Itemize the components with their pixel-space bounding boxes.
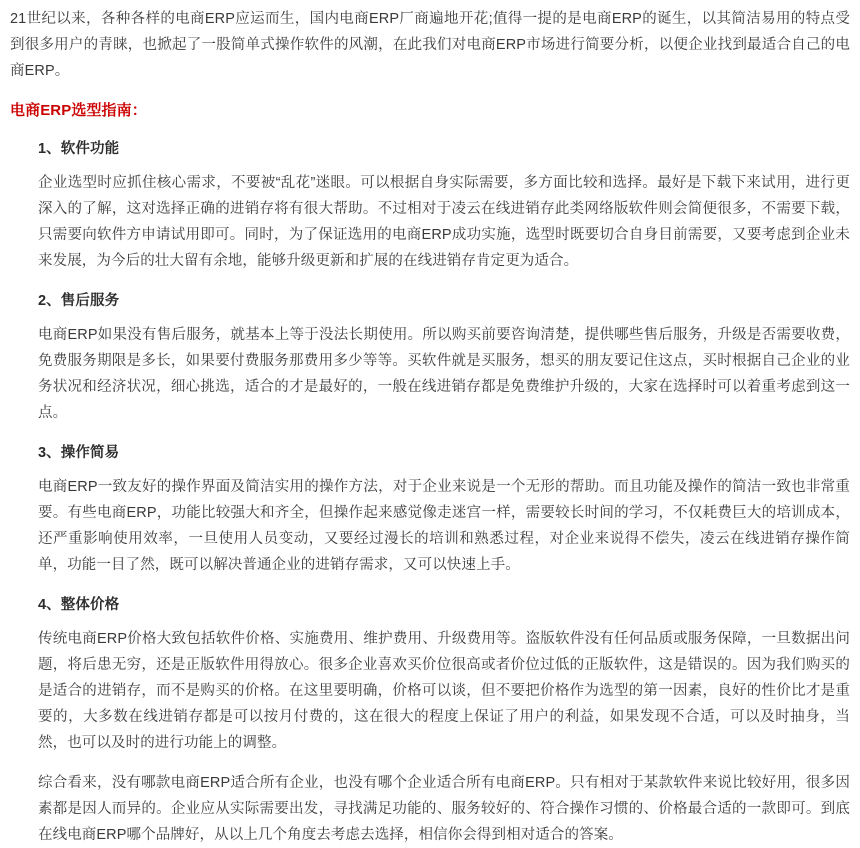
intro-paragraph: 21世纪以来，各种各样的电商ERP应运而生，国内电商ERP厂商遍地开花;值得一提的是电商ERP的诞生，以其简洁易用的特点受到很多用户的青睐，也掀起了一股简单式操作软件的风潮，在此我们对电商ERP市场进行简要分析，以便企业找到最适合自己的电商ERP。 (10, 11, 850, 79)
section-body-4: 传统电商ERP价格大致包括软件价格、实施费用、维护费用、升级费用等。盗版软件没有任何品质或服务保障，一旦数据出问题，将后患无穷，还是正版软件用得放心。很多企业喜欢买价位很高或者价位过低的正版软件，这是错误的。因为我们购买的是适合的进销存，而不是购买的价格。在这里要明确，价格可以谈，但不要把价格作为选型的第一因素，良好的性价比才是重要的，大多数在线进销存都是可以按月付费的，这在很大的程度上保证了用户的利益，如果发现不合适，可以及时抽身，当然，也可以及时的进行功能上的调整。 (38, 631, 850, 751)
section-body-1: 企业选型时应抓住核心需求，不要被“乱花”迷眼。可以根据自身实际需要，多方面比较和选择。最好是下载下来试用，进行更深入的了解，这对选择正确的进销存将有很大帮助。不过相对于凌云在线进销存此类网络版软件则会简便很多，不需要下载，只需要向软件方申请试用即可。同时，为了保证选用的电商ERP成功实施，选型时既要切合自身目前需要，又要考虑到企业未来发展，为今后的壮大留有余地，能够升级更新和扩展的在线进销存肯定更为适合。 (38, 175, 850, 269)
section-title-3: 3、操作简易 (38, 445, 120, 461)
conclusion-paragraph: 综合看来，没有哪款电商ERP适合所有企业，也没有哪个企业适合所有电商ERP。只有相对于某款软件来说比较好用，很多因素都是因人而异的。企业应从实际需要出发，寻找满足功能的、服务较好的、符合操作习惯的、价格最合适的一款即可。到底在线电商ERP哪个品牌好，从以上几个角度去考虑去选择，相信你会得到相对适合的答案。 (38, 775, 850, 843)
page-title: 电商ERP选型指南： (10, 102, 147, 119)
section-title-2: 2、售后服务 (38, 293, 120, 309)
section-body-3: 电商ERP一致友好的操作界面及简洁实用的操作方法，对于企业来说是一个无形的帮助。而且功能及操作的简洁一致也非常重要。有些电商ERP，功能比较强大和齐全，但操作起来感觉像走迷宫一样，需要较长时间的学习，不仅耗费巨大的培训成本，还严重影响使用效率，一旦使用人员变动，又要经过漫长的培训和熟悉过程，对企业来说得不偿失，凌云在线进销存操作简单，功能一目了然，既可以解决普通企业的进销存需求，又可以快速上手。 (38, 479, 850, 573)
section-title-1: 1、软件功能 (38, 141, 120, 157)
section-title-4: 4、整体价格 (38, 597, 120, 613)
section-body-2: 电商ERP如果没有售后服务，就基本上等于没法长期使用。所以购买前要咨询清楚，提供哪些售后服务，升级是否需要收费，免费服务期限是多长，如果要付费服务那费用多少等等。买软件就是买服务，想买的朋友要记住这点，买时根据自己企业的业务状况和经济状况，细心挑选，适合的才是最好的，一般在线进销存都是免费维护升级的，大家在选择时可以着重考虑到这一点。 (38, 327, 850, 421)
